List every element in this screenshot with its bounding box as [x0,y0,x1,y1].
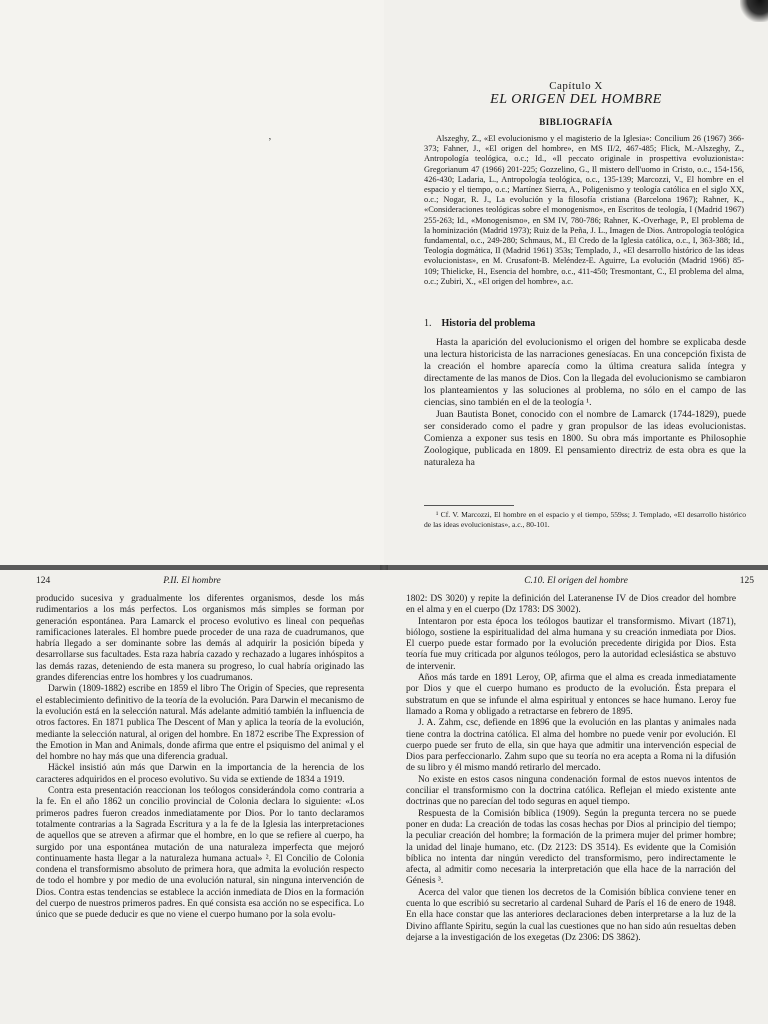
section-heading [424,318,744,329]
paragraph: Contra esta presentación reaccionan los teólogos considerándola como contraria a la fe. En el año 1862 un concilio provincial de Colonia declara lo siguiente: «Los primeros padres fueron creados inmediatamente por Dios. Por lo tanto declaramos totalmente contrarias a la Sagrada Escritura y a la fe de la Iglesia las interpretaciones de aquellos que se atreven a afirmar que el hombre, en lo que se refiere al cuerpo, ha surgido por una espontánea mutación de una naturaleza imperfecta que mejoró continuamente hasta llegar a la naturaleza humana actual» ². El Concilio de Colonia condena el transformismo absoluto de primera hora, que admita la evolución respecto de todo el hombre y por medio de una evolución natural, sin ninguna intervención de Dios. Contra estas tendencias se establece la acción inmediata de Dios en la formación del cuerpo de nuestros primeros padres. En qué consista esa acción no se especifica. Lo único que se puede deducir es que no viene el cuerpo humano por la sola evolu- [36,786,365,921]
body-text [406,594,736,944]
footnote-rule [424,505,514,506]
paragraph: Häckel insistió aún más que Darwin en la importancia de la herencia de los caracteres adquiridos en el proceso evolutivo. Su vida se extiende de 1834 a 1919. [36,763,364,785]
bibliography-list: Alszeghy, Z., «El evolucionismo y el magisterio de la Iglesia»: Concilium 26 (1967) 366-373; Fahner, J., «El origen del hombre», en MS II/2, 467-485; Flick, M.-Alszeghy, Z., Antropología teológica, o.c.; Id., «Il peccato originale in prospettiva evoluzionista»: Gregorianum 47 (1966) 201-225; Gozzelino, G., Il mistero dell'uomo in Cristo, o.c., 154-156, 426-430; Ladaria, L., Antropología teológica, o.c., 135-139; Marcozzi, V., El hombre en el espacio y el tiempo, o.c.; Martínez Sierra, A., Poligenismo y teología católica en el siglo XX, o.c.; Nogar, R. J., La evolución y la filosofía cristiana (Barcelona 1967); Rahner, K., «Consideraciones teológicas sobre el monogenismo», en Escritos de teología, I (Madrid 1967) 255-263; Id., «Monogenismo», en SM IV, 780-786; Rahner, K.-Overhage, P., El problema de la hominización (Madrid 1973); Ruiz de la Peña, J. L., Imagen de Dios. Antropología teológica fundamental, o.c., 249-280; Schmaus, M., El Credo de la Iglesia católica, o.c., I, 363-388; Id., Teología dogmática, II (Madrid 1961) 353s; Templado, J., «El desarrollo histórico de las ideas evolucionistas», en M. Crusafont-B. Meléndez-E. Aguirre, La evolución (Madrid 1966) 85-109; Thielicke, H., Esencia del hombre, o.c., 411-450; Tresmontant, C., El problema del alma, o.c.; Zubiri, X., «El origen del hombre», a.c. [424,134,744,286]
paragraph: Hasta la aparición del evolucionismo el origen del hombre se explicaba desde una lectura historicista de las narraciones genesíacas. En una concepción fixista de la creación el hombre aparecía como la última creatura salida íntegra y directamente de las manos de Dios. Con la llegada del evolucionismo se cambiaron los planteamientos y las soluciones al problema, no sólo en el campo de las ciencias, sino también en el de la teología ¹. [424,337,746,408]
paragraph: J. A. Zahm, csc, defiende en 1896 que la evolución en las plantas y animales nada tiene contra la doctrina católica. El alma del hombre no puede venir por evolución. El cuerpo puede ser fruto de ella, sin que haya que admitir una intervención especial de Dios para perfeccionarlo. Zahm supo que su teoría no era acepta a Roma ni la difusión de su libro y él mismo mandó retirarlo del mercado. [406,718,736,774]
body-text [36,594,364,922]
footnote: ¹ Cf. V. Marcozzi, El hombre en el espacio y el tiempo, 559ss; J. Templado, «El desarrollo histórico de las ideas evolucionistas», a.c., 80-101. [424,510,746,529]
chapter-title: EL ORIGEN DEL HOMBRE [490,92,662,107]
paragraph: No existe en estos casos ninguna condenación formal de estos nuevos intentos de conciliar el transformismo con la doctrina católica. Reflejan el miedo existente ante doctrinas que no parecían del todo seguras en aquel tiempo. [406,774,736,808]
chapter-opening-page [384,0,768,565]
paragraph: producido sucesiva y gradualmente los diferentes organismos, desde los más rudimentarios a los más perfectos. Los organismos más simples se forman por generación espontánea. Para Lamarck el proceso evolutivo es lineal con pequeñas ramificaciones laterales. El hombre puede proceder de una raza de cuadrumanos, que habría llegado a ser dominante sobre las demás al adquirir la posición bípeda y desarrollarse sus facultades. Esta raza habría cazado y rechazado a lugares inhóspitos a las demás razas, deteniendo de esta manera su progreso, lo cual habría originado las grandes diferencias entre los hombres y los cuadrumanos. [36,594,364,684]
paragraph: Años más tarde en 1891 Leroy, OP, afirma que el alma es creada inmediatamente por Dios y que el cuerpo humano es producto de la evolución. Ésta prepara el substratum en que se infunde el alma espiritual y entonces se hace humano. Leroy fue llamado a Roma y obligado a retractarse en febrero de 1895. [406,673,736,717]
paragraph: Acerca del valor que tienen los decretos de la Comisión bíblica conviene tener en cuenta lo que escribió su secretario al cardenal Suhard de París el 16 de enero de 1948. En ella hace constar que las anteriores declaraciones deben interpretarse a la luz de la Divino afflante Spiritu, según la cual las cuestiones que no han sido aún resueltas deben dejarse a la investigación de los exegetas (Dz 2306: DS 3862). [406,887,736,943]
paragraph: 1802: DS 3020) y repite la definición del Lateranense IV de Dios creador del hombre en el alma y en el cuerpo (Dz 1783: DS 3002). [406,594,736,616]
running-title: P.II. El hombre [163,576,221,586]
paragraph: Respuesta de la Comisión bíblica (1909). Según la pregunta tercera no se puede poner en duda: La creación de todas las cosas hechas por Dios al principio del tiempo; la peculiar creación del hombre; la formación de la primera mujer del primer hombre; la unidad del linaje humano, etc. (Dz 2123: DS 3514). Es evidente que la Comisión bíblica no intenta dar ningún veredicto del transformismo, pero indirectamente le afecta, al admitir como necesaria la interpretación que ella hace de la narración del Génesis ³. [406,808,736,887]
page-number: 125 [739,576,754,586]
scan-shadow [740,0,768,22]
paragraph: Intentaron por esta época los teólogos bautizar el transformismo. Mivart (1871), biólogo, sostiene la espiritualidad del alma humana y su creación inmediata por Dios. El cuerpo puede estar formado por la evolución precedente dirigida por Dios. Esta teoría fue muy criticada por algunos teólogos, pero la autoridad eclesiástica se abstuvo de intervenir. [406,616,736,672]
page-125 [384,570,768,1024]
chapter-label: Capítulo X [549,80,603,92]
paragraph: Darwin (1809-1882) escribe en 1859 el libro The Origin of Species, que representa el establecimiento definitivo de la teoría de la evolución. Para Darwin el mecanismo de la evolución está en la selección natural. Más adelante admitió también la influencia de otros factores. En 1871 publica The Descent of Man y aplica la teoría de la evolución, mediante la selección natural, al origen del hombre. En 1872 escribe The Expression of the Emotion in Man and Animals, donde afirma que entre el psiquismo del animal y el del hombre no hay más que una diferencia gradual. [36,684,364,763]
paragraph: Juan Bautista Bonet, conocido con el nombre de Lamarck (1744-1829), puede ser considerado como el padre y gran propulsor de las ideas evolucionistas. Comienza a exponer sus tesis en 1800. Su obra más importante es Philosophie Zoologique, publicada en 1809. El pensamiento directriz de esta obra es que la naturaleza ha [424,409,746,468]
running-title: C.10. El origen del hombre [524,576,628,586]
page-124 [0,570,384,1024]
bibliography-heading: BIBLIOGRAFÍA [539,117,613,127]
page-number: 124 [36,576,51,586]
blank-page [0,0,384,565]
body-text [424,337,746,469]
section-number: 1. [424,318,432,329]
section-title: Historia del problema [441,318,536,329]
stray-mark: ʼ [268,136,272,148]
